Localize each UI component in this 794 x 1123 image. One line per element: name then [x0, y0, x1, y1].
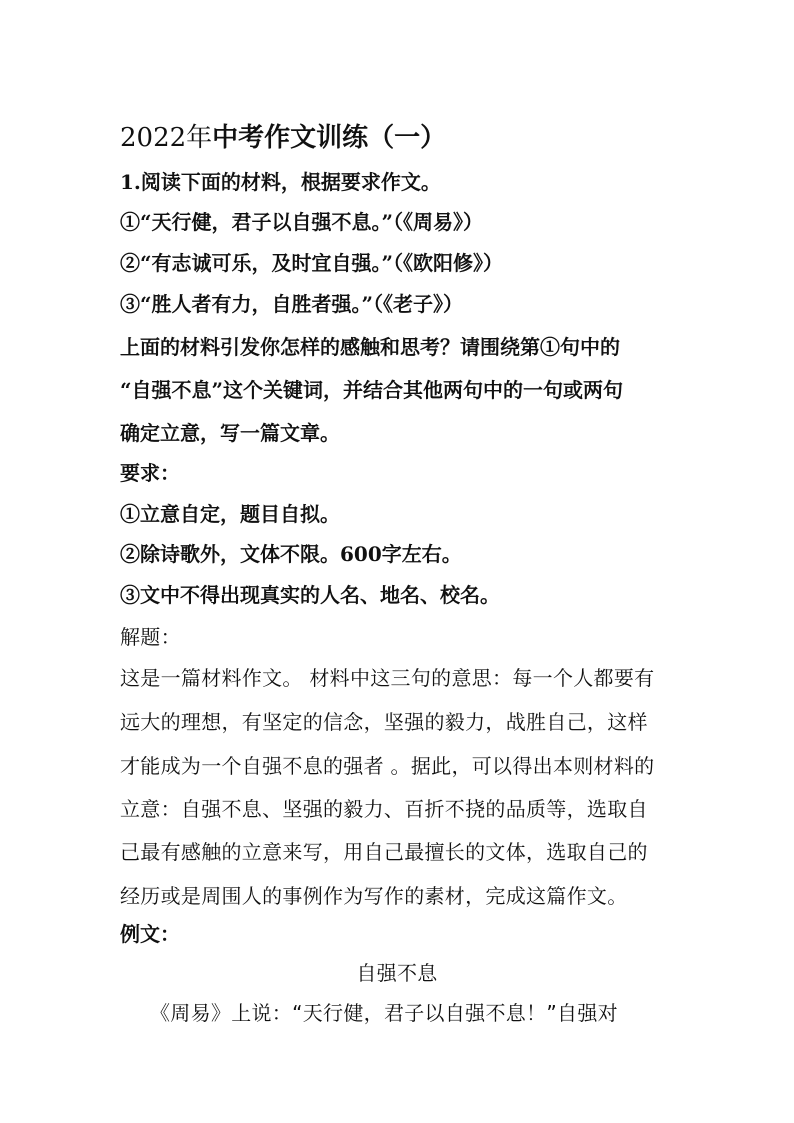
requirement-1: ①立意自定，题目自拟。 [120, 502, 340, 526]
essay-first-line: 《周易》上说：“天行健，君子以自强不息！”自强对 [150, 1001, 618, 1025]
task-instruction: 1.阅读下面的材料，根据要求作文。 [120, 170, 441, 194]
analysis-line-5: 己最有感触的立意来写，用自己最擅长的文体，选取自己的 [120, 840, 648, 864]
title-main: 中考作文训练（一） [212, 123, 447, 153]
analysis-label: 解题： [120, 625, 181, 649]
quote-3: ③“胜人者有力，自胜者强。”（《老子》） [120, 292, 464, 316]
prompt-line-2: “自强不息”这个关键词，并结合其他两句中的一句或两句 [120, 378, 624, 402]
analysis-line-3: 才能成为一个自强不息的强者 。据此，可以得出本则材料的 [120, 754, 655, 778]
requirements-label: 要求： [120, 461, 180, 485]
prompt-line-1: 上面的材料引发你怎样的感触和思考？请围绕第①句中的 [120, 335, 620, 359]
quote-2: ②“有志诚可乐，及时宜自强。”（《欧阳修》） [120, 251, 504, 275]
example-label: 例文： [120, 922, 180, 946]
page-title [120, 122, 446, 154]
analysis-line-6: 经历或是周围人的事例作为写作的素材，完成这篇作文。 [120, 884, 628, 908]
analysis-line-2: 远大的理想，有坚定的信念，坚强的毅力，战胜自己，这样 [120, 710, 648, 734]
essay-title: 自强不息 [356, 961, 438, 985]
requirement-2: ②除诗歌外，文体不限。600字左右。 [120, 542, 462, 566]
prompt-line-3: 确定立意，写一篇文章。 [120, 421, 340, 445]
quote-1: ①“天行健，君子以自强不息。”（《周易》） [120, 210, 484, 234]
analysis-line-1: 这是一篇材料作文。 材料中这三句的意思：每一个人都要有 [120, 666, 655, 690]
title-year: 2022年 [120, 123, 213, 153]
analysis-line-4: 立意：自强不息、坚强的毅力、百折不挠的品质等，选取自 [120, 797, 648, 821]
requirement-3: ③文中不得出现真实的人名、地名、校名。 [120, 583, 500, 607]
